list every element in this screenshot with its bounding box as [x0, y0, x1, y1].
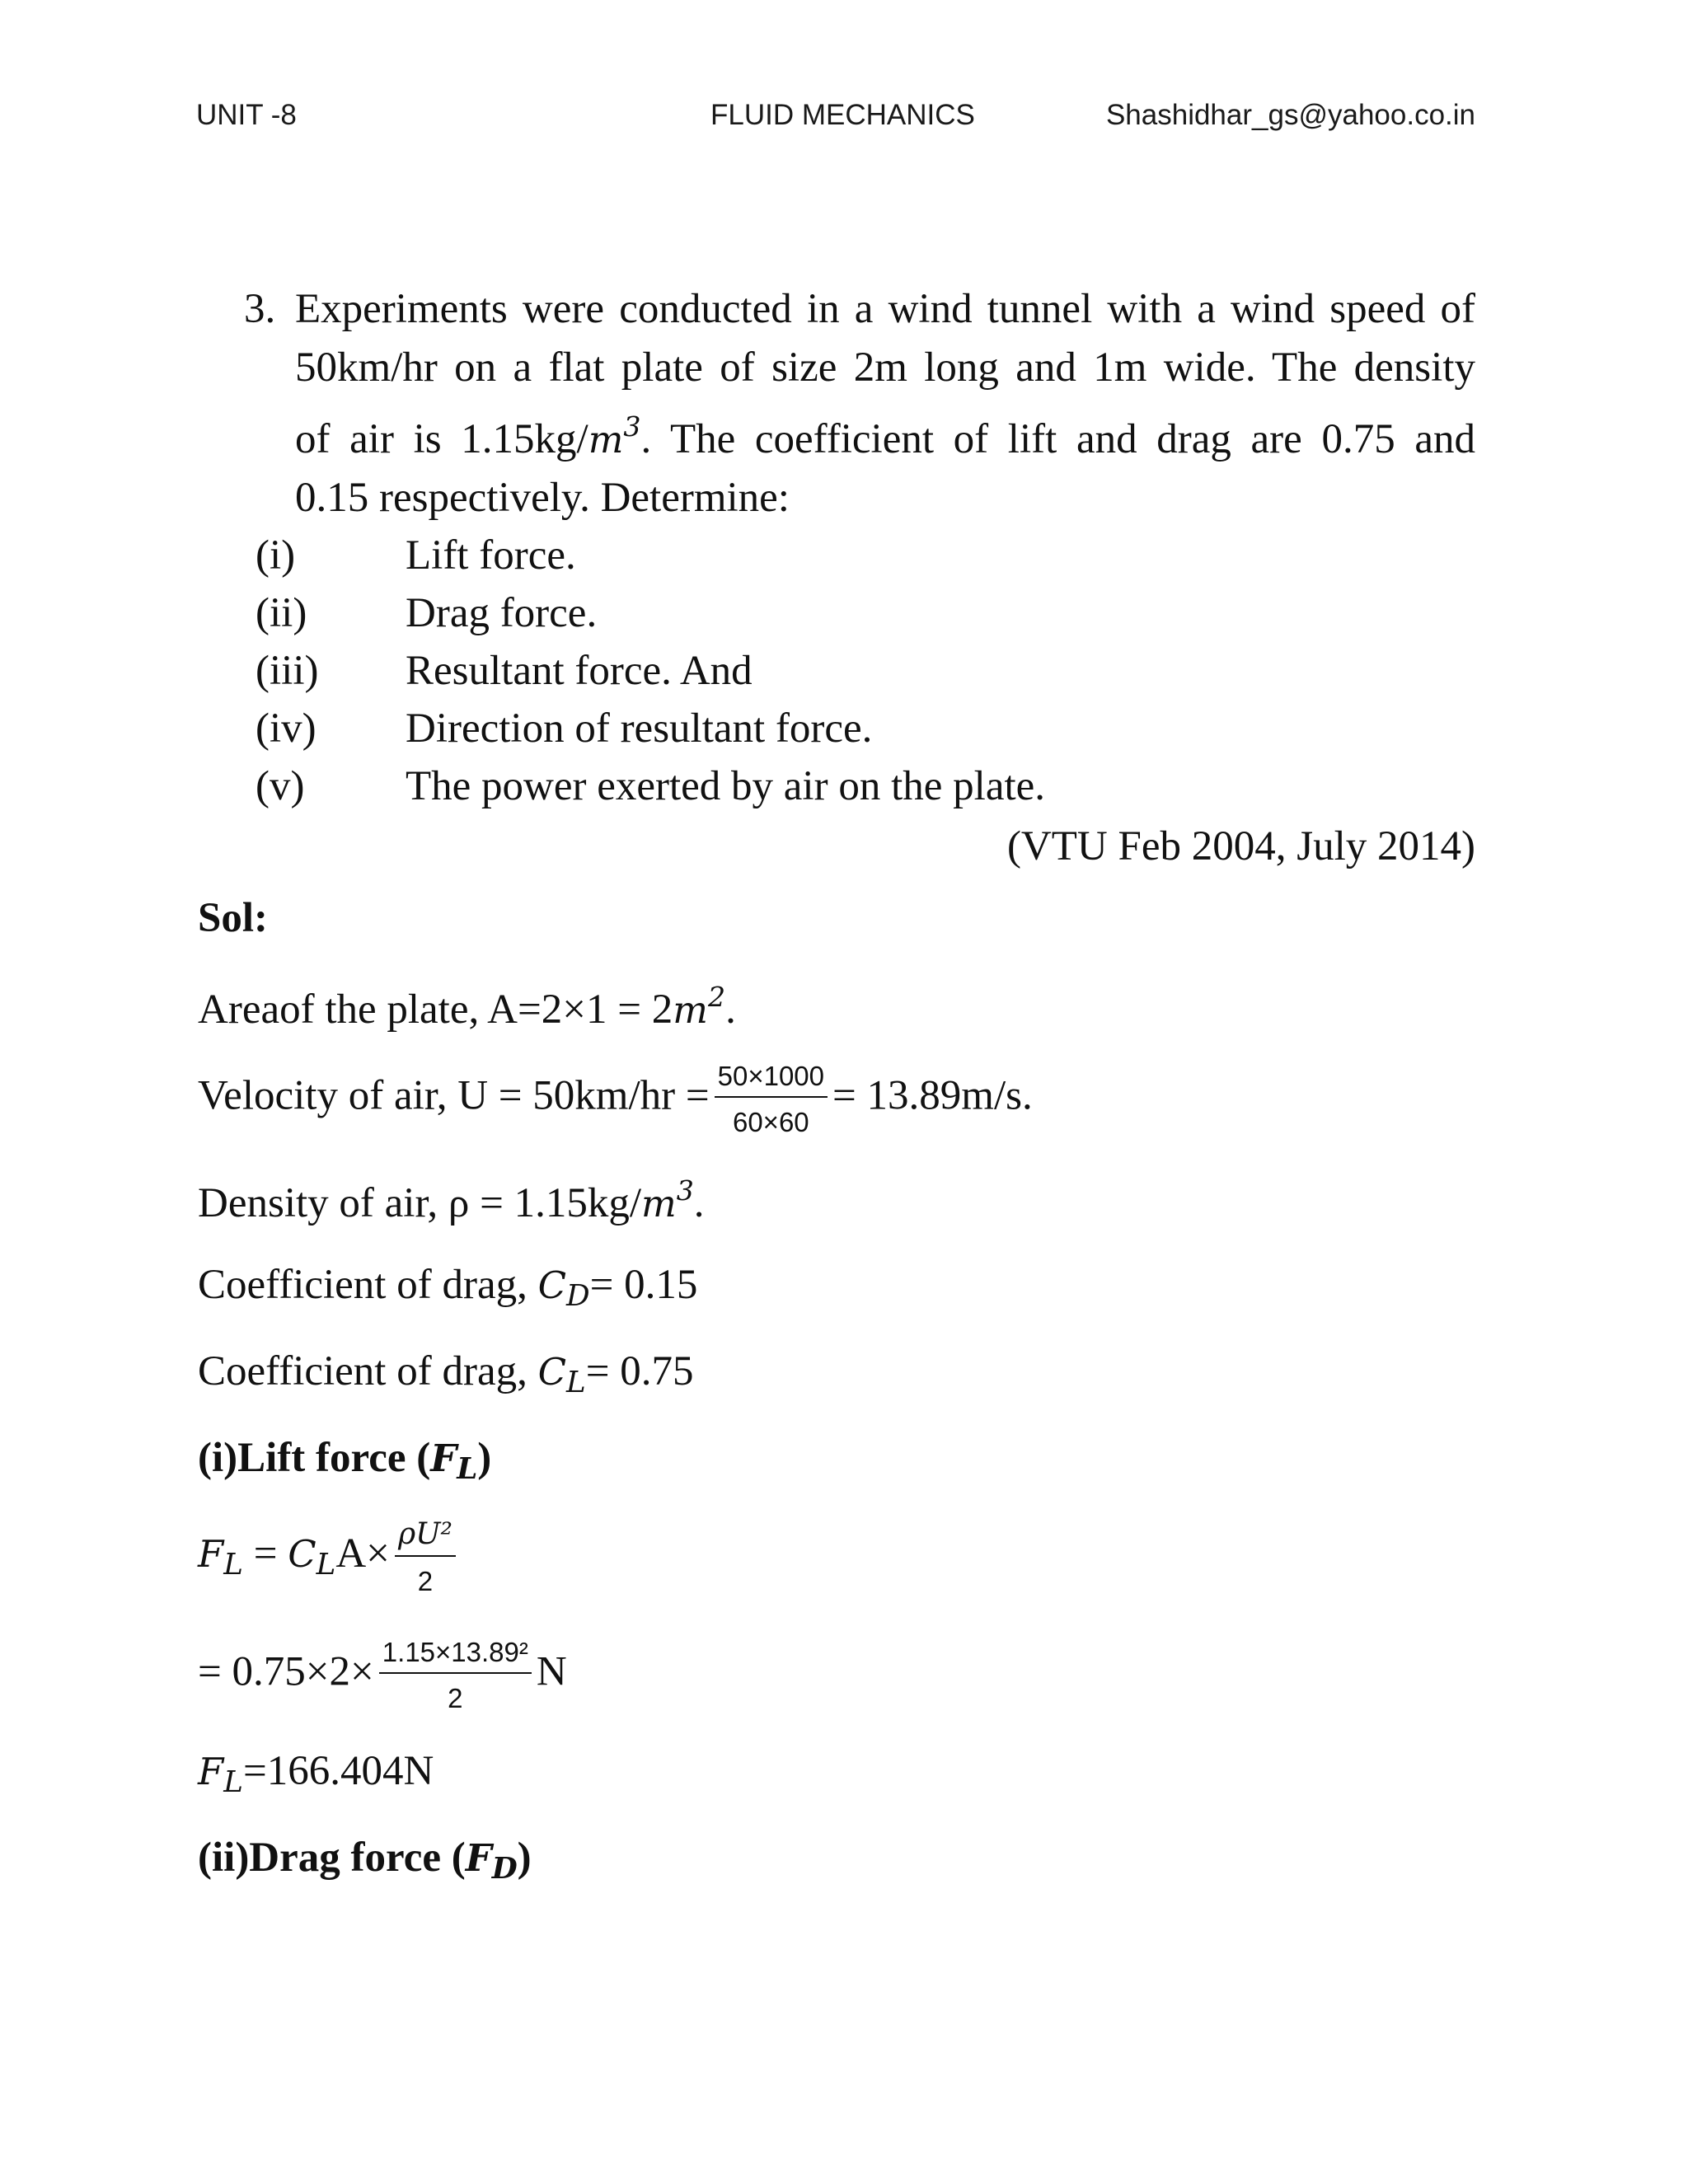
problem-line-1: 3. Experiments were conducted in a wind tunnel with a wind speed of: [244, 280, 1475, 339]
lift-formula-fraction: $\frac{\text{ρU²}}{2}$: [395, 1516, 456, 1598]
problem-item: (ii) Drag force.: [256, 590, 598, 637]
density-line: Density of air, $\rho = 1.15kg/m^3$.: [198, 1174, 705, 1226]
problem-item: (i) Lift force.: [256, 532, 576, 579]
drag-force-heading: (ii)Drag force $(F_D)$: [198, 1835, 532, 1886]
lift-coefficient-line: Coefficient of drag, $C_L= 0.75$: [198, 1348, 694, 1399]
area-line: Areaof the plate, $A=2\times 1 = 2m^2$.: [198, 981, 736, 1033]
problem-source: (VTU Feb 2004, July 2014): [1006, 823, 1475, 869]
header-email: Shashidhar_gs@yahoo.co.in: [1105, 99, 1475, 131]
problem-number: 3.: [244, 286, 276, 332]
header-subject: FLUID MECHANICS: [710, 99, 975, 131]
lift-force-heading: (i)Lift force $(F_L)$: [198, 1435, 492, 1486]
drag-coefficient-line: Coefficient of drag, $C_D= 0.15$: [198, 1262, 698, 1313]
lift-calculation: = 0.75×2× $\frac{\text{1.15×13.89²}}{2}$ N: [198, 1637, 567, 1713]
lift-result: $F_L=166.404N$: [198, 1748, 434, 1799]
problem-statement: [244, 280, 1475, 876]
problem-items: [244, 527, 1475, 816]
problem-item: (iv) Direction of resultant force.: [256, 705, 873, 752]
solution-label: Sol:: [198, 895, 269, 941]
lift-formula: $F_L = C_LA\times$ $\frac{\text{ρU²}}{2}$: [198, 1516, 1484, 1598]
header-unit: UNIT -8: [196, 99, 297, 131]
velocity-line: Velocity of air, U = 50km/hr = $\frac{50\times 1000}{60\times 60}$ = 13.89m/s.: [198, 1061, 1033, 1137]
problem-line-3: of air is $1.15kg/m^3$. The coefficient of lift and drag are 0.75 and: [295, 410, 1475, 462]
lift-calc-fraction: $\frac{\text{1.15×13.89²}}{2}$: [379, 1636, 532, 1714]
problem-line-2: 50km/hr on a flat plate of size 2m long and 1m wide. The density: [295, 344, 1475, 391]
problem-item: (v) The power exerted by air on the plate.: [256, 763, 1046, 810]
problem-item: (iii) Resultant force. And: [256, 648, 753, 695]
problem-line-4: 0.15 respectively. Determine:: [295, 474, 790, 521]
velocity-fraction: $\frac{50\times 1000}{60\times 60}$: [715, 1060, 828, 1138]
